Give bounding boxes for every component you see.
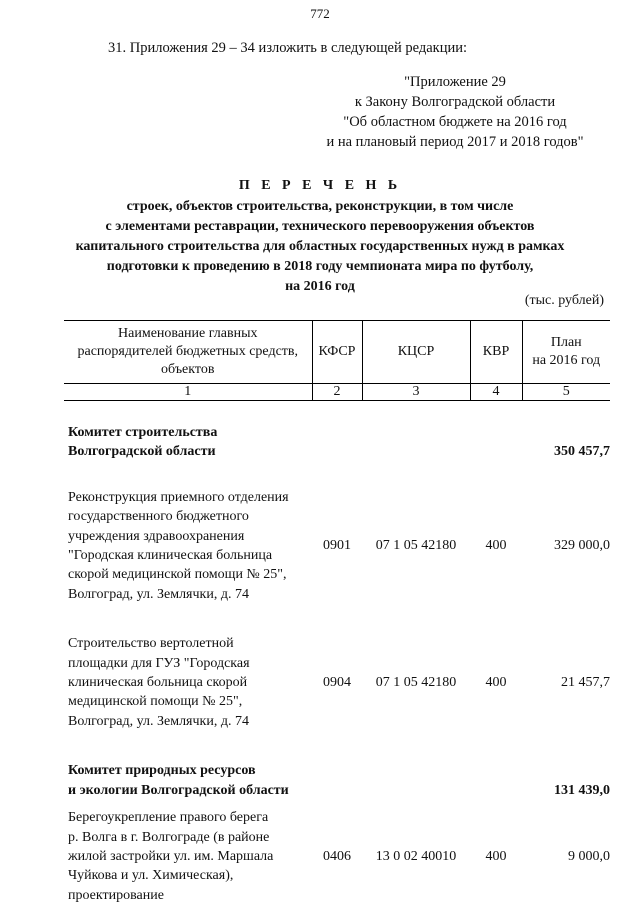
committee-row [64,423,610,462]
header-name-line: распорядителей бюджетных средств, [77,344,299,359]
row-spacer-cell [64,800,610,808]
cell-kcsr: 07 1 05 42180 [375,675,457,691]
cell-kvr: 400 [485,538,507,554]
document-title: П Е Р Е Ч Е Н Ь [238,178,402,193]
column-number: 4 [470,384,522,401]
header-name-line: Наименование главных [118,326,258,341]
cell-name-line: Комитет природных ресурсов [68,763,256,779]
row-spacer-cell [64,731,610,761]
cell-kvr: 400 [485,848,507,864]
cell-name-line: "Городская клиническая больница [68,548,273,564]
cell-name-line: медицинской помощи № 25", [68,694,243,710]
table-row [64,808,610,905]
row-spacer-cell [64,604,610,634]
cell-name-line: Чуйкова и ул. Химическая), [68,868,234,884]
cell-name-line: Берегоукрепление правого берега [68,810,269,826]
appendix-header [310,72,600,152]
appendix-line: и на плановый период 2017 и 2018 годов" [326,134,584,150]
subtitle-line: капитального строительства для областных государственных нужд в рамках [75,239,565,254]
page-number: 772 [310,6,330,21]
table-row [64,488,610,604]
row-spacer [64,800,610,808]
cell-name-line: скорой медицинской помощи № 25", [68,567,287,583]
committee-row [64,761,610,800]
cell-amount: 9 000,0 [568,848,610,864]
cell-name-line: и экологии Волгоградской области [68,782,289,798]
row-spacer-cell [64,462,610,488]
column-number: 1 [64,384,312,401]
appendix-line: "Об областном бюджете на 2016 год [343,114,567,130]
cell-name-line: площадки для ГУЗ "Городская [68,655,250,671]
cell-kcsr: 13 0 02 40010 [375,848,457,864]
subtitle-line: подготовки к проведению в 2018 году чемпионата мира по футболу, [106,259,534,274]
cell-kfsr: 0904 [323,675,351,691]
cell-amount: 350 457,7 [554,444,610,460]
cell-kfsr [312,761,362,800]
cell-amount: 329 000,0 [554,538,610,554]
header-plan-line: на 2016 год [532,353,601,368]
row-spacer-cell [64,401,610,424]
table-body [64,401,610,905]
cell-name-line: учреждения здравоохранения [68,528,245,544]
column-number: 2 [312,384,362,401]
header-plan [522,321,610,384]
cell-name-line: Комитет строительства [68,425,218,440]
cell-kfsr: 0901 [323,538,351,554]
cell-kcsr [362,761,470,800]
row-spacer [64,731,610,761]
cell-name [64,634,312,731]
cell-name-line: клиническая больница скорой [68,675,248,691]
header-plan-line: План [550,335,582,350]
cell-name-line: Волгоград, ул. Землячки, д. 74 [68,713,249,729]
intro-text: 31. Приложения 29 – 34 изложить в следующей редакции: [108,40,468,56]
cell-kcsr [362,423,470,462]
cell-name-line: государственного бюджетного [68,509,249,525]
appendix-line: к Закону Волгоградской области [354,94,556,110]
appendix-line: "Приложение 29 [404,74,506,90]
cell-kfsr: 0406 [323,848,351,864]
cell-name-line: проектирование [68,887,164,903]
cell-name-line: Реконструкция приемного отделения [68,489,289,505]
cell-kvr: 400 [485,675,507,691]
cell-name [64,808,312,905]
header-kcsr: КЦСР [362,321,470,384]
cell-name [64,761,312,800]
header-name [64,321,312,384]
subtitle-line: с элементами реставрации, технического перевооружения объектов [105,219,535,234]
cell-amount: 21 457,7 [561,675,610,691]
table-row [64,634,610,731]
cell-name [64,488,312,604]
cell-kvr [470,761,522,800]
cell-amount: 131 439,0 [554,782,610,798]
row-spacer [64,604,610,634]
cell-name-line: р. Волга в г. Волгограде (в районе [68,829,270,845]
cell-name-line: Волгоградской области [68,444,216,460]
column-number: 3 [362,384,470,401]
header-name-line: объектов [161,362,215,377]
cell-name-line: Строительство вертолетной [68,636,234,652]
subtitle-line: на 2016 год [285,279,355,294]
cell-kvr [470,423,522,462]
budget-table [64,320,610,905]
cell-name-line: жилой застройки ул. им. Маршала [68,848,274,864]
column-number-row [64,384,610,401]
cell-kfsr [312,423,362,462]
cell-name-line: Волгоград, ул. Землячки, д. 74 [68,586,249,602]
document-subtitle [0,197,640,297]
table-header-row [64,321,610,384]
header-kvr: КВР [470,321,522,384]
row-spacer [64,401,610,424]
units-label: (тыс. рублей) [524,293,604,308]
cell-name [64,423,312,462]
subtitle-line: строек, объектов строительства, реконструкции, в том числе [126,199,514,214]
cell-kcsr: 07 1 05 42180 [375,538,457,554]
row-spacer [64,462,610,488]
header-kfsr: КФСР [312,321,362,384]
column-number: 5 [522,384,610,401]
